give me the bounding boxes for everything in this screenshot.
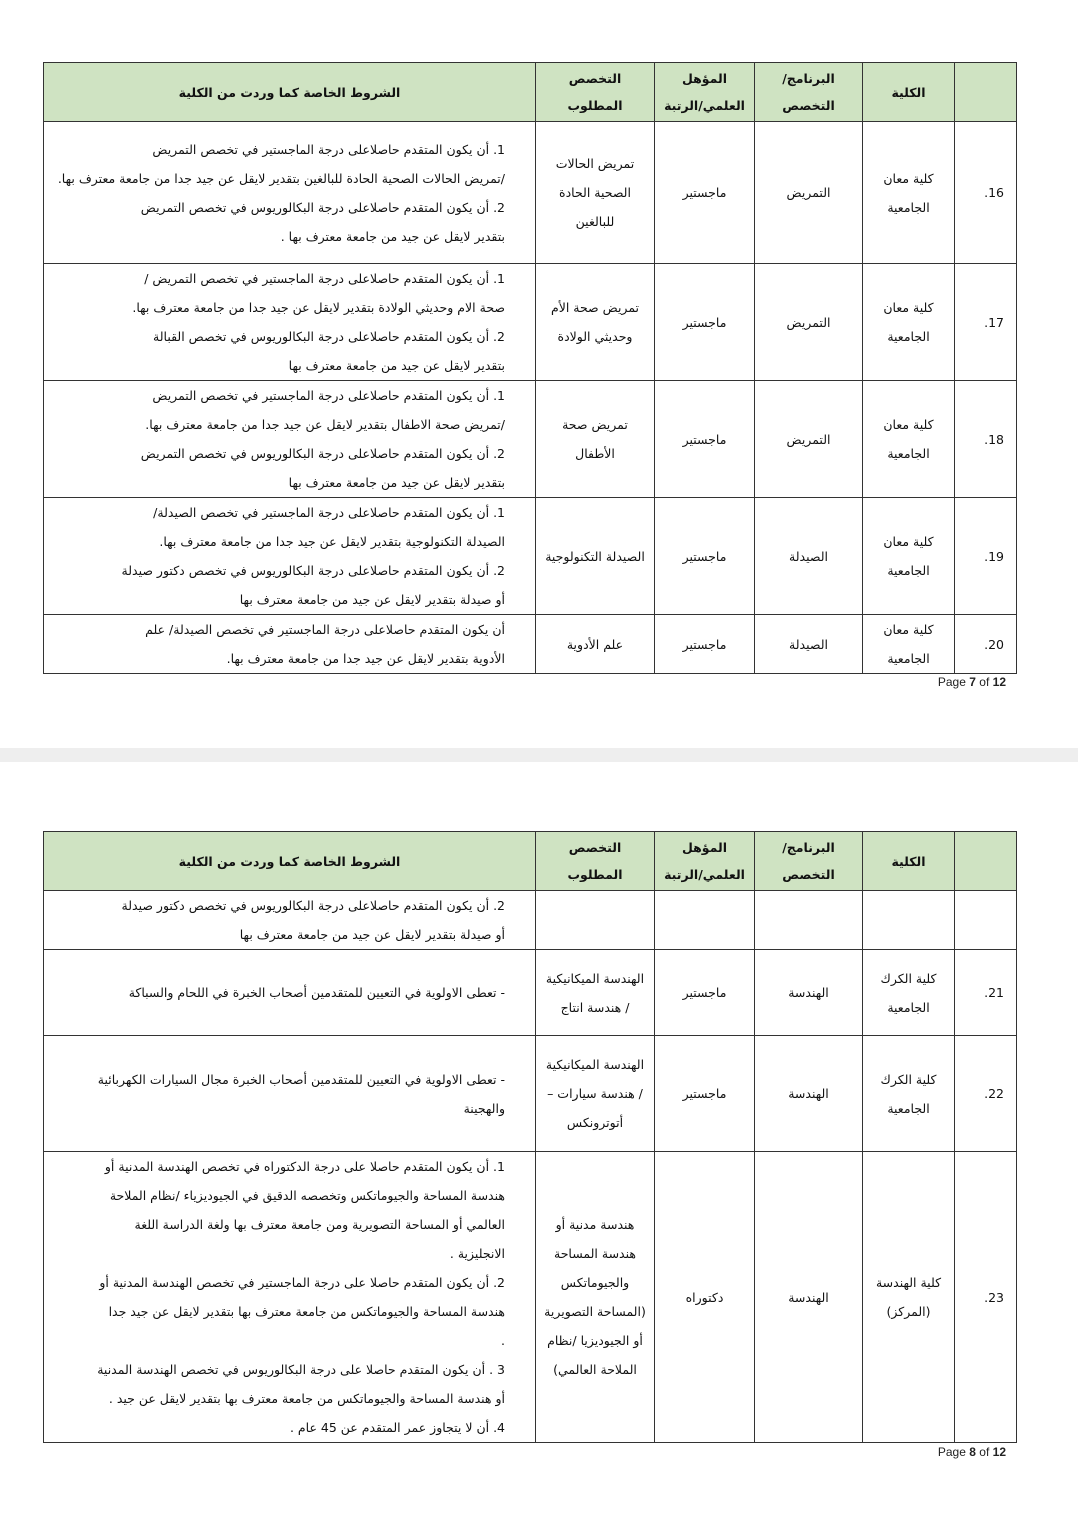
positions-table-page-8 bbox=[43, 831, 1017, 1443]
condition-line: هندسة المساحة والجيوماتكس من جامعة معترف بها بتقدير لايقل عن جيد جدا bbox=[108, 1304, 505, 1319]
row-college: كلية معان الجامعية bbox=[863, 264, 955, 381]
header-qualification: المؤهل العلمي/الرتبة bbox=[655, 63, 755, 122]
condition-line: 1. أن يكون المتقدم حاصلاعلى درجة الماجستير في تخصص التمريض / bbox=[144, 271, 505, 286]
table-header-row bbox=[44, 63, 1017, 122]
row-conditions bbox=[44, 950, 536, 1036]
condition-line: 3 . أن يكون المتقدم حاصلا على درجة البكالوريوس في تخصص الهندسة المدنية bbox=[97, 1362, 505, 1377]
row-program: التمريض bbox=[755, 264, 863, 381]
row-specialization: الهندسة الميكانيكية / هندسة انتاج bbox=[536, 950, 655, 1036]
row-number: 21. bbox=[955, 950, 1017, 1036]
condition-line: 2. أن يكون المتقدم حاصلاعلى درجة البكالوريوس في تخصص التمريض bbox=[140, 199, 505, 215]
row-conditions bbox=[44, 264, 536, 381]
row-conditions bbox=[44, 891, 536, 950]
condition-line: هندسة المساحة والجيوماتكس وتخصصه الدقيق في الجيوديزياء /نظام الملاحة bbox=[109, 1188, 505, 1203]
row-conditions bbox=[44, 1036, 536, 1152]
condition-line: الصيدلة التكنولوجية بتقدير لايقل عن جيد جدا من جامعة معترف بها. bbox=[159, 534, 505, 549]
condition-line: العالمي أو المساحة التصويرية ومن جامعة معترف بها ولغة الدراسة اللغة bbox=[134, 1217, 505, 1232]
row-college: كلية الكرك الجامعية bbox=[863, 950, 955, 1036]
row-program: الهندسة bbox=[755, 1152, 863, 1443]
row-degree: ماجستير bbox=[655, 264, 755, 381]
row-specialization bbox=[536, 891, 655, 950]
row-specialization: علم الأدوية bbox=[536, 615, 655, 674]
condition-line: 1. أن يكون المتقدم حاصلاعلى درجة الماجستير في تخصص التمريض bbox=[152, 141, 505, 157]
header-program: البرنامج/ التخصص bbox=[755, 63, 863, 122]
condition-line: أو هندسة المساحة والجيوماتكس من جامعة معترف بها بتقدير لايقل عن جيد . bbox=[108, 1391, 505, 1406]
positions-table-page-7 bbox=[43, 62, 1017, 674]
header-specialization: التخصص المطلوب bbox=[536, 63, 655, 122]
row-conditions bbox=[44, 498, 536, 615]
row-degree: ماجستير bbox=[655, 615, 755, 674]
row-program: الهندسة bbox=[755, 950, 863, 1036]
table-row bbox=[44, 1152, 1017, 1443]
row-program: الصيدلة bbox=[755, 498, 863, 615]
condition-line: الأدوية بتقدير لايقل عن جيد جدا من جامعة معترف بها. bbox=[226, 651, 505, 666]
row-college: كلية معان الجامعية bbox=[863, 498, 955, 615]
row-degree: ماجستير bbox=[655, 1036, 755, 1152]
row-degree: ماجستير bbox=[655, 122, 755, 264]
page-7 bbox=[0, 0, 1078, 748]
row-degree: ماجستير bbox=[655, 381, 755, 498]
table-row bbox=[44, 1036, 1017, 1152]
condition-line: أن يكون المتقدم حاصلاعلى درجة الماجستير في تخصص الصيدلة/ علم bbox=[145, 622, 505, 637]
row-college: كلية معان الجامعية bbox=[863, 122, 955, 264]
page-separator bbox=[0, 748, 1078, 762]
condition-line: 4. أن لا يتجاوز عمر المتقدم عن 45 عام . bbox=[289, 1420, 505, 1435]
condition-line: الانجليزية . bbox=[449, 1246, 505, 1261]
condition-line: 2. أن يكون المتقدم حاصلاعلى درجة البكالوريوس في تخصص التمريض bbox=[140, 446, 505, 461]
condition-line: صحة الام وحديثي الولادة بتقدير لايقل عن جيد جدا من جامعة معترف بها. bbox=[132, 300, 505, 315]
row-college: كلية معان الجامعية bbox=[863, 615, 955, 674]
row-number: 20. bbox=[955, 615, 1017, 674]
row-college: كلية الكرك الجامعية bbox=[863, 1036, 955, 1152]
row-specialization: تمريض صحة الأطفال bbox=[536, 381, 655, 498]
table-row bbox=[44, 615, 1017, 674]
condition-line: 1. أن يكون المتقدم حاصلاعلى درجة الماجستير في تخصص التمريض bbox=[152, 388, 505, 403]
row-program: التمريض bbox=[755, 122, 863, 264]
row-specialization: تمريض الحالات الصحية الحادة للبالغين bbox=[536, 122, 655, 264]
condition-line: . bbox=[501, 1333, 505, 1348]
row-number: 19. bbox=[955, 498, 1017, 615]
row-specialization: هندسة مدنية أو هندسة المساحة والجيوماتكس (المساحة التصويرية أو الجيوديزيا /نظام الملاحة العالمي) bbox=[536, 1152, 655, 1443]
header-college: الكلية bbox=[863, 63, 955, 122]
table-row bbox=[44, 891, 1017, 950]
condition-line: 2. أن يكون المتقدم حاصلاعلى درجة البكالوريوس في تخصص دكتور صيدلة bbox=[121, 898, 505, 913]
row-conditions bbox=[44, 1152, 536, 1443]
row-conditions bbox=[44, 615, 536, 674]
row-program: الصيدلة bbox=[755, 615, 863, 674]
table-row bbox=[44, 950, 1017, 1036]
row-degree: ماجستير bbox=[655, 950, 755, 1036]
condition-line: 1. أن يكون المتقدم حاصلا على درجة الدكتوراه في تخصص الهندسة المدنية أو bbox=[104, 1159, 505, 1174]
table-row bbox=[44, 122, 1017, 264]
row-college: كلية الهندسة (المركز) bbox=[863, 1152, 955, 1443]
condition-line: 2. أن يكون المتقدم حاصلا على درجة الماجستير في تخصص الهندسة المدنية أو bbox=[99, 1275, 505, 1290]
condition-line: 2. أن يكون المتقدم حاصلاعلى درجة البكالوريوس في تخصص دكتور صيدلة bbox=[121, 563, 505, 578]
header-college: الكلية bbox=[863, 832, 955, 891]
table-row bbox=[44, 381, 1017, 498]
header-index bbox=[955, 63, 1017, 122]
row-college bbox=[863, 891, 955, 950]
condition-line: 2. أن يكون المتقدم حاصلاعلى درجة البكالوريوس في تخصص القبالة bbox=[153, 329, 505, 344]
header-index bbox=[955, 832, 1017, 891]
row-specialization: الهندسة الميكانيكية / هندسة سيارات – أتوترونكس bbox=[536, 1036, 655, 1152]
row-specialization: تمريض صحة الأم وحديثي الولادة bbox=[536, 264, 655, 381]
condition-line: /تمريض صحة الاطفال بتقدير لايقل عن جيد جدا من جامعة معترف بها. bbox=[145, 417, 505, 432]
condition-line: بتقدير لايقل عن جيد من جامعة معترف بها bbox=[288, 475, 505, 490]
condition-line: أو صيدلة بتقدير لايقل عن جيد من جامعة معترف بها bbox=[239, 592, 505, 607]
condition-line: بتقدير لايقل عن جيد من جامعة معترف بها . bbox=[280, 228, 505, 244]
header-conditions: الشروط الخاصة كما وردت من الكلية bbox=[44, 832, 536, 891]
condition-line: - تعطى الاولوية في التعيين للمتقدمين أصحاب الخبرة في اللحام والسباكة bbox=[128, 985, 505, 1000]
row-degree bbox=[655, 891, 755, 950]
page-number: Page 7 of 12 bbox=[937, 675, 1006, 689]
header-conditions: الشروط الخاصة كما وردت من الكلية bbox=[44, 63, 536, 122]
table-row bbox=[44, 498, 1017, 615]
row-specialization: الصيدلة التكنولوجية bbox=[536, 498, 655, 615]
row-program: التمريض bbox=[755, 381, 863, 498]
table-row bbox=[44, 264, 1017, 381]
condition-line: بتقدير لايقل عن جيد من جامعة معترف بها bbox=[288, 358, 505, 373]
row-program bbox=[755, 891, 863, 950]
page-8 bbox=[0, 762, 1078, 1523]
row-degree: ماجستير bbox=[655, 498, 755, 615]
condition-line: أو صيدلة بتقدير لايقل عن جيد من جامعة معترف بها bbox=[239, 927, 505, 942]
row-degree: دكتوراه bbox=[655, 1152, 755, 1443]
header-program: البرنامج/ التخصص bbox=[755, 832, 863, 891]
header-specialization: التخصص المطلوب bbox=[536, 832, 655, 891]
row-number: 22. bbox=[955, 1036, 1017, 1152]
page-number: Page 8 of 12 bbox=[937, 1445, 1006, 1459]
row-college: كلية معان الجامعية bbox=[863, 381, 955, 498]
row-conditions bbox=[44, 122, 536, 264]
row-number: 16. bbox=[955, 122, 1017, 264]
row-number: 18. bbox=[955, 381, 1017, 498]
row-number bbox=[955, 891, 1017, 950]
condition-line: /تمريض الحالات الصحية الحادة للبالغين بتقدير لايقل عن جيد جدا من جامعة معترف بها. bbox=[57, 170, 505, 186]
header-qualification: المؤهل العلمي/الرتبة bbox=[655, 832, 755, 891]
row-number: 23. bbox=[955, 1152, 1017, 1443]
condition-line: والهجينة bbox=[463, 1100, 505, 1116]
condition-line: - تعطى الاولوية في التعيين للمتقدمين أصحاب الخبرة مجال السيارات الكهربائية bbox=[97, 1071, 505, 1087]
condition-line: 1. أن يكون المتقدم حاصلاعلى درجة الماجستير في تخصص الصيدلة/ bbox=[153, 505, 505, 520]
row-program: الهندسة bbox=[755, 1036, 863, 1152]
table-header-row bbox=[44, 832, 1017, 891]
row-conditions bbox=[44, 381, 536, 498]
row-number: 17. bbox=[955, 264, 1017, 381]
